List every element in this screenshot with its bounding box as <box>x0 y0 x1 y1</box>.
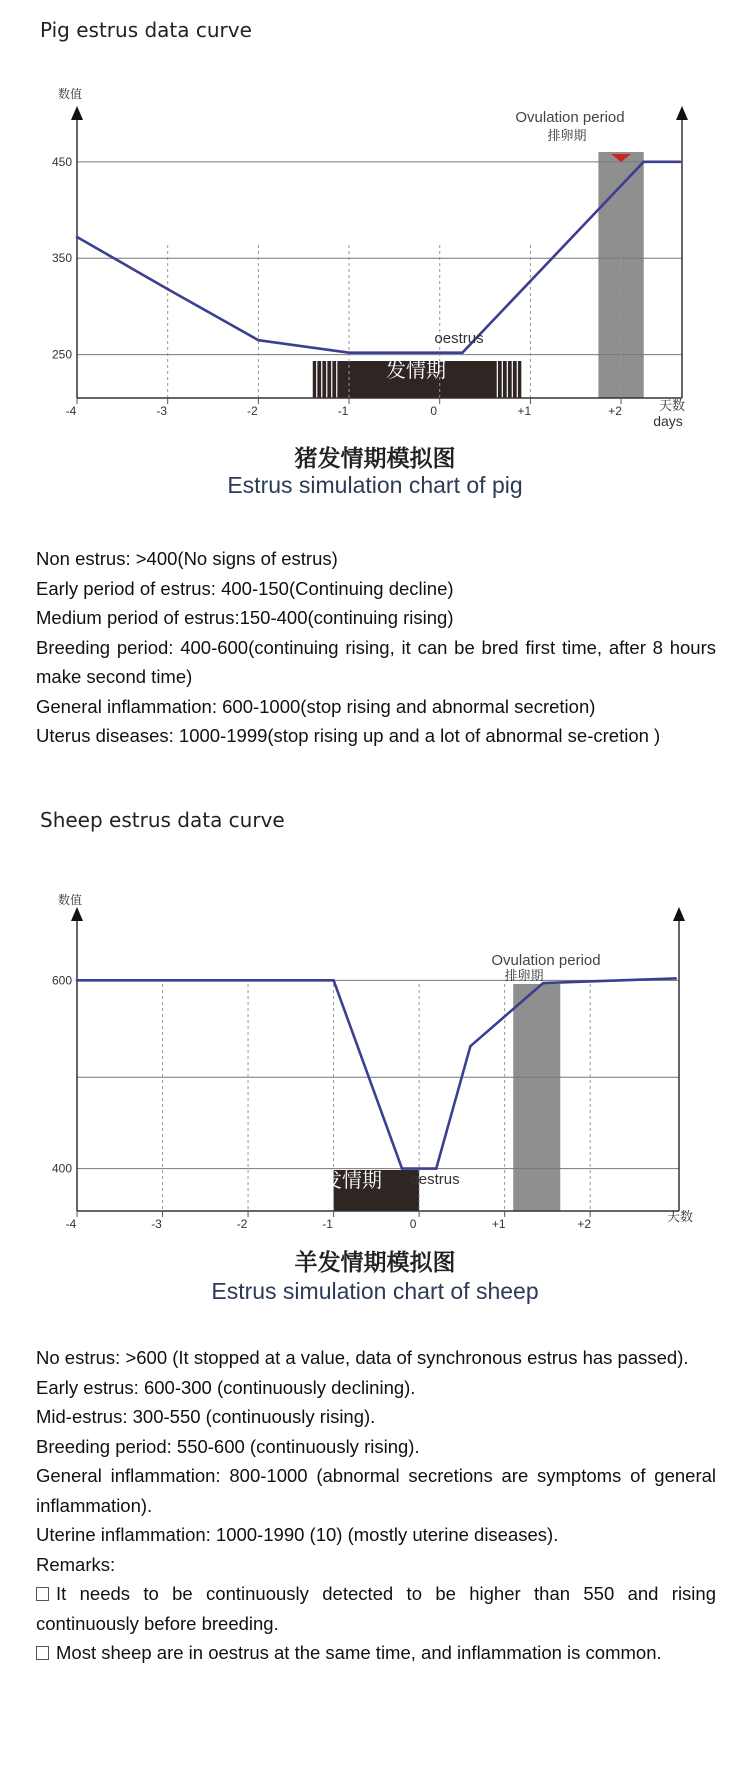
sheep-x-tick-label: -4 <box>65 1217 77 1231</box>
sheep-data-line <box>77 978 676 1168</box>
sheep-ovulation-label-en: Ovulation period <box>491 952 601 969</box>
sheep-y-axis-label: 数值 <box>58 893 83 907</box>
sheep-x-tick-label: -2 <box>236 1217 248 1231</box>
pig-data-point <box>461 351 464 354</box>
sheep-data-point <box>674 977 677 980</box>
sheep-ovulation-label-cn: 排卵期 <box>504 969 544 984</box>
sheep-description <box>36 1343 716 1668</box>
pig-y-tick-label: 450 <box>51 154 72 169</box>
pig-x-tick-label: -1 <box>337 404 349 418</box>
sheep-desc-line: General inflammation: 800-1000 (abnormal secretions are symptoms of general inflammation). <box>36 1465 716 1516</box>
pig-ovulation-label-en: Ovulation period <box>515 109 625 126</box>
sheep-x-tick-label: -1 <box>322 1217 333 1231</box>
pig-x-tick-label: +2 <box>608 404 622 418</box>
sheep-desc-line: Uterine inflammation: 1000-1990 (10) (mostly uterine diseases). <box>36 1524 559 1545</box>
sheep-oestrus-label: oestrus <box>410 1171 460 1188</box>
pig-x-tick-label: 0 <box>430 404 438 418</box>
pig-data-point <box>166 288 169 291</box>
sheep-estrus-label-cn: 发情期 <box>322 1168 382 1192</box>
pig-caption-en: Estrus simulation chart of pig <box>227 472 523 498</box>
pig-desc-line: Breeding period: 400-600(continuing rising, it can be bred first time, after 8 hours make second time) <box>36 636 716 687</box>
sheep-y-tick-label: 400 <box>51 1161 72 1176</box>
pig-desc-line: Uterus diseases: 1000-1999(stop rising up and a lot of abnormal se-cretion ) <box>36 725 661 746</box>
pig-desc-line: Early period of estrus: 400-150(Continuing decline) <box>36 577 454 599</box>
pig-data-point <box>679 161 682 164</box>
pig-y-axis-label: 数值 <box>58 87 83 101</box>
pig-x-axis-label-en: days <box>653 413 683 429</box>
sheep-x-axis-label-cn: 天数 <box>666 1210 694 1225</box>
sheep-y-tick-label: 600 <box>51 973 72 988</box>
sheep-data-point <box>469 1045 472 1048</box>
pig-x-tick-label: -3 <box>156 404 168 418</box>
pig-right-axis-arrow-icon <box>676 106 688 120</box>
sheep-x-tick-label: +2 <box>577 1217 592 1231</box>
sheep-desc-line: Mid-estrus: 300-550 (continuously rising). <box>36 1406 376 1427</box>
sheep-data-point <box>435 1167 438 1170</box>
sheep-desc-line: No estrus: >600 (It stopped at a value, data of synchronous estrus has passed). <box>36 1347 689 1368</box>
remark-item <box>36 1579 716 1638</box>
pig-data-point <box>257 339 260 342</box>
pig-x-tick-label: -4 <box>65 404 77 418</box>
sheep-section-title: Sheep estrus data curve <box>40 808 285 832</box>
pig-x-tick-label: +1 <box>517 404 532 418</box>
sheep-ovulation-band <box>513 984 560 1211</box>
pig-oestrus-label: oestrus <box>434 330 484 347</box>
sheep-desc-line: Breeding period: 550-600 (continuously rising). <box>36 1435 420 1457</box>
remarks-label: Remarks: <box>36 1553 116 1575</box>
pig-y-tick-label: 350 <box>51 251 72 266</box>
pig-estrus-chart <box>0 80 750 460</box>
sheep-data-point <box>332 979 335 982</box>
remark-item <box>36 1638 716 1668</box>
sheep-data-point <box>76 979 79 982</box>
sheep-data-point <box>401 1167 404 1170</box>
pig-x-tick-label: -2 <box>247 404 258 418</box>
sheep-caption-en: Estrus simulation chart of sheep <box>211 1278 539 1304</box>
pig-ovulation-label-cn: 排卵期 <box>547 129 587 144</box>
pig-desc-line: Non estrus: >400(No signs of estrus) <box>36 548 338 569</box>
pig-data-point <box>76 236 79 239</box>
checkbox-icon <box>36 1587 49 1601</box>
sheep-x-tick-label: 0 <box>409 1217 417 1231</box>
sheep-x-tick-label: -3 <box>151 1217 162 1231</box>
pig-section-title: Pig estrus data curve <box>40 18 252 42</box>
pig-desc-line: General inflammation: 600-1000(stop rising and abnormal secretion) <box>36 695 596 717</box>
pig-desc-line: Medium period of estrus:150-400(continuing rising) <box>36 607 454 628</box>
pig-chart-layer <box>52 106 688 418</box>
sheep-caption-cn: 羊发情期模拟图 <box>294 1250 456 1276</box>
pig-caption-cn: 猪发情期模拟图 <box>294 446 456 472</box>
pig-y-axis-arrow-icon <box>71 106 83 120</box>
sheep-desc-line: Early estrus: 600-300 (continuously declining). <box>36 1376 416 1398</box>
remark-text: It needs to be continuously detected to be higher than 550 and rising continuously before breeding. <box>36 1583 716 1634</box>
checkbox-icon <box>36 1646 49 1660</box>
sheep-x-tick-label: +1 <box>491 1217 506 1231</box>
pig-data-point <box>348 351 351 354</box>
sheep-right-axis-arrow-icon <box>673 907 685 921</box>
sheep-estrus-chart <box>0 880 750 1240</box>
remark-text: Most sheep are in oestrus at the same time, and inflammation is common. <box>56 1642 662 1663</box>
pig-description <box>36 544 716 751</box>
pig-data-point <box>642 161 645 164</box>
pig-x-axis-label-cn: 天数 <box>658 399 686 414</box>
pig-y-tick-label: 250 <box>51 347 72 362</box>
sheep-y-axis-arrow-icon <box>71 907 83 921</box>
pig-estrus-label-cn: 发情期 <box>386 358 446 382</box>
